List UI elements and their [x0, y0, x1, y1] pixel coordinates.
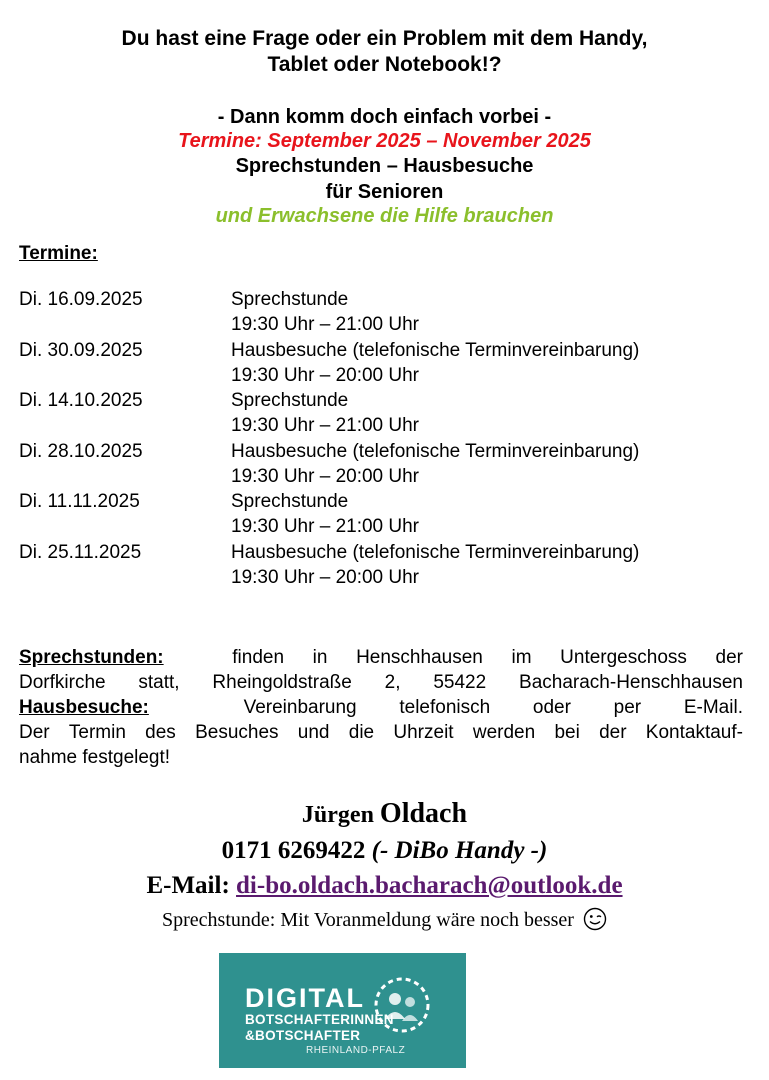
email-label: E-Mail:	[146, 872, 230, 899]
info-word: Henschhausen	[356, 647, 483, 668]
schedule-date: Di. 25.11.2025	[19, 541, 142, 563]
schedule-kind: Hausbesuche (telefonische Terminvereinbarung)	[231, 440, 640, 462]
sprech-line-2	[19, 670, 743, 695]
schedule-date: Di. 28.10.2025	[19, 440, 143, 462]
logo-botschafter-text: &BOTSCHAFTER	[245, 1028, 361, 1043]
haus-line-2	[19, 720, 743, 745]
logo-rlp-text: RHEINLAND-PFALZ	[306, 1045, 406, 1056]
info-word: die	[348, 722, 375, 743]
wink-emoji-icon	[583, 907, 607, 931]
schedule-row	[19, 491, 749, 542]
schedule-time: 19:30 Uhr – 21:00 Uhr	[231, 314, 420, 335]
info-word: und	[297, 722, 330, 743]
info-word: Uhrzeit	[393, 722, 454, 743]
schedule-row	[19, 441, 749, 492]
info-word: Vereinbarung	[243, 697, 357, 718]
schedule-date: Di. 11.11.2025	[19, 491, 140, 512]
info-word: oder	[532, 697, 571, 718]
info-word: der	[599, 722, 627, 743]
schedule-date: Di. 14.10.2025	[19, 390, 143, 411]
schedule-row	[19, 390, 749, 441]
contact-phone: 0171 6269422	[221, 837, 366, 864]
info-word: Untergeschoss	[560, 647, 687, 668]
headline-line-1: Du hast eine Frage oder ein Problem mit dem Handy,	[121, 27, 648, 50]
sprech-line-1	[19, 645, 743, 670]
period-text: Termine: September 2025 – November 2025	[178, 130, 591, 152]
info-word: Termin	[68, 722, 126, 743]
schedule-kind: Sprechstunde	[231, 491, 349, 512]
contact-last-name: Oldach	[379, 798, 468, 829]
invite-text: - Dann komm doch einfach vorbei -	[217, 106, 552, 128]
contact-first-name: Jürgen	[301, 802, 374, 828]
audience-extra-text: und Erwachsene die Hilfe brauchen	[215, 205, 554, 227]
info-word: bei	[554, 722, 580, 743]
contact-email-line	[0, 869, 769, 903]
schedule-time: 19:30 Uhr – 20:00 Uhr	[231, 465, 420, 487]
info-word: Dorfkirche	[19, 672, 106, 693]
contact-phone-line	[0, 833, 769, 869]
info-word: werden	[472, 722, 536, 743]
schedule-date: Di. 16.09.2025	[19, 289, 143, 310]
info-word: Kontaktauf-	[645, 722, 743, 743]
schedule-title: Termine:	[19, 243, 98, 264]
contact-phone-note: (- DiBo Handy -)	[371, 837, 548, 864]
schedule-list	[19, 289, 749, 592]
info-word: telefonisch	[399, 697, 491, 718]
services-text: Sprechstunden – Hausbesuche	[235, 155, 534, 177]
haus-line-1	[19, 695, 743, 720]
logo-botschafterinnen-text: BOTSCHAFTERINNEN	[245, 1012, 394, 1027]
schedule-row	[19, 340, 749, 391]
schedule-kind: Sprechstunde	[231, 289, 349, 310]
email-link[interactable]: di-bo.oldach.bacharach@outlook.de	[236, 872, 623, 899]
schedule-time: 19:30 Uhr – 21:00 Uhr	[231, 516, 420, 537]
schedule-time: 19:30 Uhr – 21:00 Uhr	[231, 415, 420, 436]
schedule-kind: Sprechstunde	[231, 390, 349, 411]
info-word: Rheingoldstraße	[212, 672, 352, 693]
info-word: im	[511, 647, 532, 668]
haus-label: Hausbesuche:	[19, 697, 149, 718]
schedule-date: Di. 30.09.2025	[19, 339, 143, 361]
info-word: Besuches	[195, 722, 279, 743]
haus-line-3: nahme festgelegt!	[19, 747, 171, 768]
digital-botschafter-logo	[219, 953, 466, 1068]
schedule-kind: Hausbesuche (telefonische Terminvereinbarung)	[231, 541, 640, 563]
schedule-row	[19, 289, 749, 340]
info-word: E-Mail.	[683, 697, 743, 718]
headline-line-2: Tablet oder Notebook!?	[267, 53, 502, 76]
info-word: finden	[232, 647, 285, 668]
subhead	[0, 104, 769, 228]
info-word: 55422	[433, 672, 487, 693]
schedule-time: 19:30 Uhr – 20:00 Uhr	[231, 566, 420, 588]
contact-note: Sprechstunde: Mit Voranmeldung wäre noch besser	[162, 909, 574, 931]
info-word: Der	[19, 722, 50, 743]
schedule-kind: Hausbesuche (telefonische Terminvereinbarung)	[231, 339, 640, 361]
sprech-label: Sprechstunden:	[19, 647, 164, 668]
logo-digital-text: DIGITAL	[245, 983, 365, 1013]
info-word: Bacharach-Henschhausen	[519, 672, 743, 693]
contact-note-line	[0, 903, 769, 937]
contact-name	[0, 796, 769, 833]
info-word: der	[715, 647, 743, 668]
info-word: per	[613, 697, 642, 718]
info-block	[19, 645, 743, 770]
info-word: 2,	[384, 672, 401, 693]
headline	[0, 26, 769, 78]
info-word: des	[145, 722, 176, 743]
schedule-time: 19:30 Uhr – 20:00 Uhr	[231, 364, 420, 386]
info-word: statt,	[138, 672, 180, 693]
audience-text: für Senioren	[325, 181, 444, 203]
contact-block	[0, 796, 769, 937]
info-word: in	[312, 647, 328, 668]
schedule-row	[19, 542, 749, 593]
